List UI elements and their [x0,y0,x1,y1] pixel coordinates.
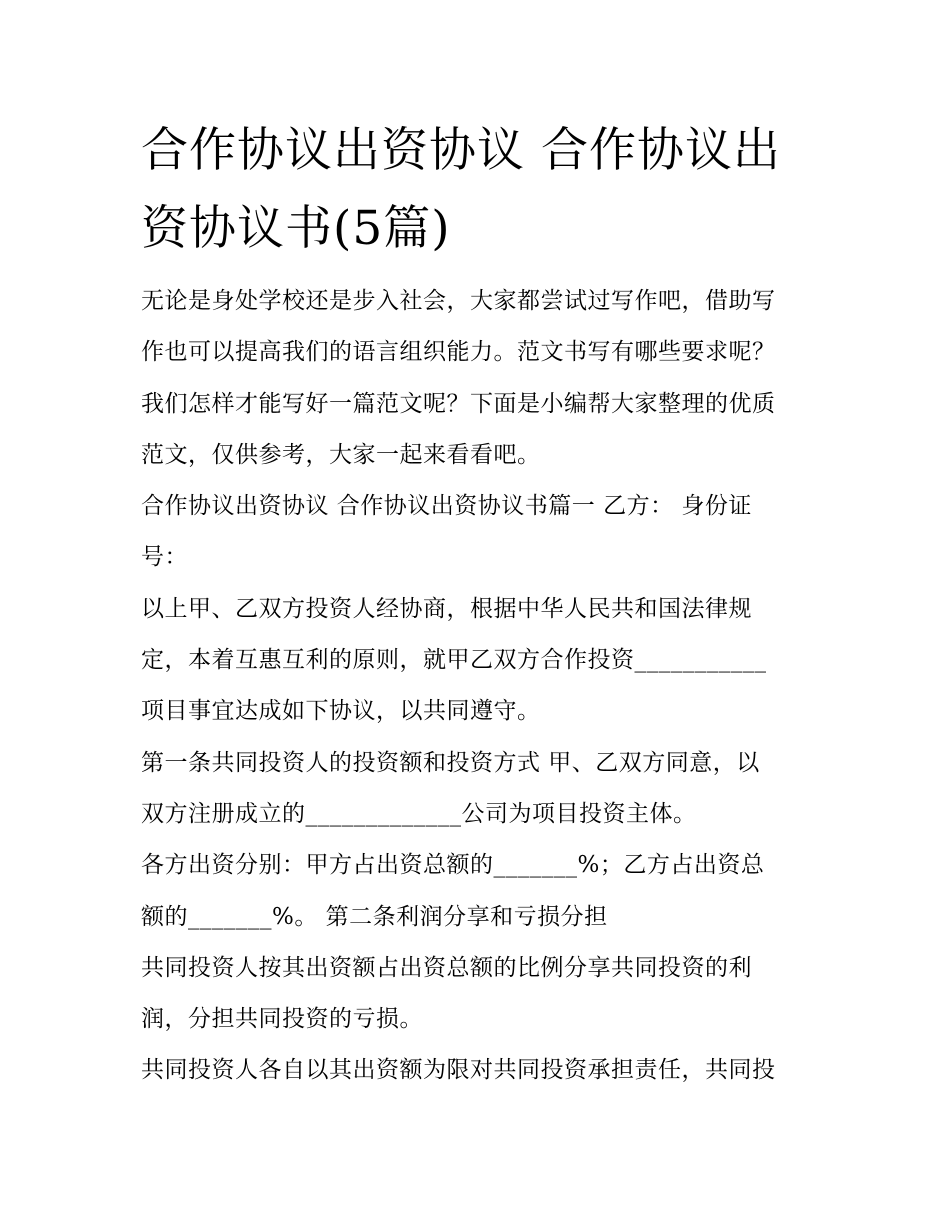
text-line: 定，本着互惠互利的原则，就甲乙双方合作投资___________ [141,647,767,674]
paragraph-intro [141,276,821,481]
text-line: 各方出资分别：甲方占出资总额的_______%；乙方占出资总 [141,852,765,879]
text-line: 我们怎样才能写好一篇范文呢？下面是小编帮大家整理的优质 [141,390,776,417]
text-line: 范文，仅供参考，大家一起来看看吧。 [141,441,541,468]
paragraph-contribution-shares [141,840,821,943]
paragraph-preamble [141,584,821,738]
document-title [141,112,821,268]
text-line: 以上甲、乙双方投资人经协商，根据中华人民共和国法律规 [141,595,752,622]
text-line: 共同投资人各自以其出资额为限对共同投资承担责任，共同投 [141,1057,776,1084]
paragraph-liability [141,1045,821,1096]
paragraph-profit-sharing [141,943,821,1046]
title-line: 资协议书(5篇) [141,201,451,256]
text-line: 双方注册成立的_____________公司为项目投资主体。 [141,800,697,827]
text-line: 合作协议出资协议 合作协议出资协议书篇一 乙方： 身份证 [141,493,752,520]
text-line: 项目事宜达成如下协议，以共同遵守。 [141,698,541,725]
text-line: 号： [141,544,188,571]
paragraph-parties [141,481,821,584]
text-line: 第一条共同投资人的投资额和投资方式 甲、乙双方同意，以 [141,749,760,776]
text-line: 作也可以提高我们的语言组织能力。范文书写有哪些要求呢？ [141,339,776,366]
text-line: 无论是身处学校还是步入社会，大家都尝试过写作吧，借助写 [141,288,776,314]
text-line: 额的_______%。 第二条利润分享和亏损分担 [141,903,608,930]
document-body [141,276,821,1097]
text-line: 润，分担共同投资的亏损。 [141,1006,423,1033]
paragraph-article-1 [141,738,821,841]
title-line: 合作协议出资协议 合作协议出 [141,123,781,178]
text-line: 共同投资人按其出资额占出资总额的比例分享共同投资的利 [141,954,752,981]
